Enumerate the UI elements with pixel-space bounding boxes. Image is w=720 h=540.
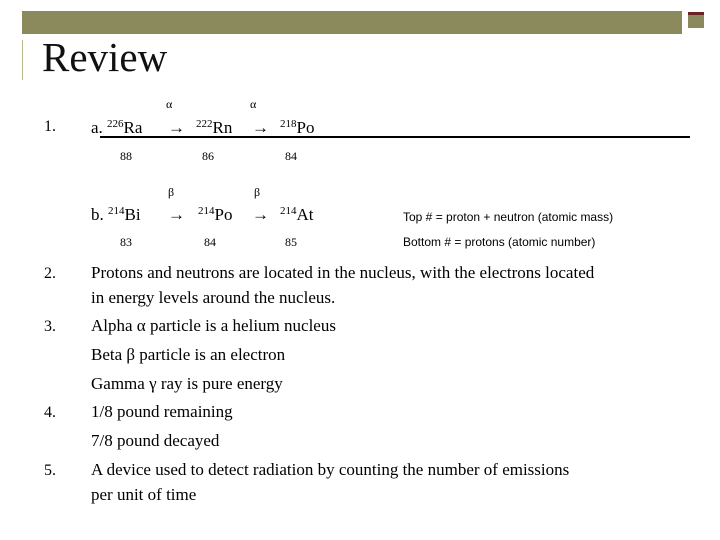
- answer-line: 7/8 pound decayed: [91, 431, 220, 450]
- slide-title: Review: [42, 34, 168, 80]
- nuclide-symbol: Rn: [212, 118, 233, 137]
- note-bottom: Bottom # = protons (atomic number): [403, 235, 596, 249]
- reaction-b-prefix: b.: [91, 205, 104, 224]
- reaction-a-prefix: a.: [91, 118, 103, 137]
- arrow-icon: →: [168, 205, 185, 224]
- note-top: Top # = proton + neutron (atomic mass): [403, 210, 614, 224]
- decay-label-alpha-2: α: [250, 97, 257, 111]
- arrow-icon: →: [252, 205, 269, 224]
- atomic-number: 85: [285, 235, 297, 249]
- answer-line: in energy levels around the nucleus.: [91, 288, 336, 307]
- answer-line: per unit of time: [91, 485, 197, 504]
- item-number-3: 3.: [44, 318, 56, 335]
- corner-square: [688, 12, 704, 28]
- reaction-a: [91, 118, 142, 138]
- decay-label-beta-1: β: [168, 185, 175, 199]
- answer-line: Gamma γ ray is pure energy: [91, 374, 283, 393]
- nuclide-symbol: At: [296, 205, 314, 224]
- atomic-number: 84: [204, 235, 216, 249]
- reaction-b: [91, 205, 141, 225]
- nuclide-mass: 214: [280, 205, 297, 217]
- answer-line: Protons and neutrons are located in the nucleus, with the electrons located: [91, 263, 595, 282]
- nuclide-rn: [196, 118, 232, 138]
- nuclide-at: [280, 205, 314, 225]
- arrow-icon: →: [168, 118, 185, 137]
- header-band: [22, 11, 682, 34]
- item-number-5: 5.: [44, 462, 56, 479]
- nuclide-po: [198, 205, 232, 225]
- title-accent-line: [22, 40, 23, 80]
- nuclide-symbol: Bi: [124, 205, 141, 224]
- answer-line: Alpha α particle is a helium nucleus: [91, 316, 336, 335]
- decay-label-alpha-1: α: [166, 97, 173, 111]
- item-number-1: 1.: [44, 118, 56, 135]
- nuclide-mass: 214: [108, 205, 125, 217]
- atomic-number: 83: [120, 235, 132, 249]
- item-number-2: 2.: [44, 265, 56, 282]
- nuclide-po: [280, 118, 314, 138]
- answer-line: 1/8 pound remaining: [91, 402, 233, 421]
- decay-label-beta-2: β: [254, 185, 261, 199]
- answer-line: A device used to detect radiation by counting the number of emissions: [91, 460, 570, 479]
- nuclide-mass: 214: [198, 205, 215, 217]
- atomic-number: 86: [202, 149, 214, 163]
- item-number-4: 4.: [44, 404, 56, 421]
- divider-line: [100, 136, 690, 138]
- atomic-number: 88: [120, 149, 132, 163]
- nuclide-symbol: Po: [296, 118, 315, 137]
- answer-line: Beta β particle is an electron: [91, 345, 286, 364]
- arrow-icon: →: [252, 118, 269, 137]
- nuclide-mass: 226: [107, 118, 124, 130]
- nuclide-mass: 218: [280, 118, 297, 130]
- nuclide-symbol: Ra: [123, 118, 143, 137]
- nuclide-mass: 222: [196, 118, 213, 130]
- atomic-number: 84: [285, 149, 297, 163]
- nuclide-symbol: Po: [214, 205, 233, 224]
